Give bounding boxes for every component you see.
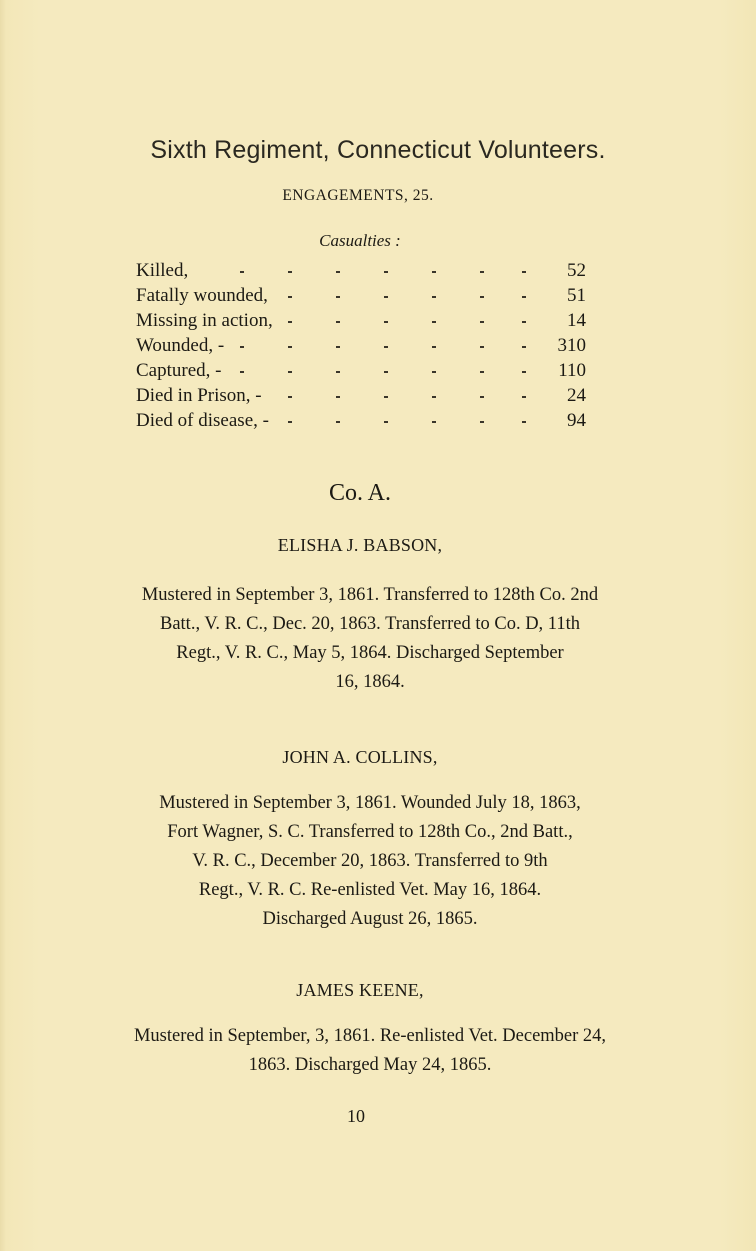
leader-dot bbox=[336, 421, 340, 423]
leader-dot bbox=[288, 321, 292, 323]
leader-dot bbox=[432, 371, 436, 373]
leader-dot bbox=[522, 321, 526, 323]
company-heading: Co. A. bbox=[328, 480, 391, 506]
casualty-row bbox=[136, 283, 586, 308]
leader-dot bbox=[288, 371, 292, 373]
casualties-table bbox=[136, 258, 586, 433]
dot-leader bbox=[136, 258, 586, 283]
leader-dot bbox=[336, 396, 340, 398]
leader-dot bbox=[384, 346, 388, 348]
record-line: Regt., V. R. C., May 5, 1864. Discharged September bbox=[176, 643, 564, 663]
record-line: 16, 1864. bbox=[335, 672, 405, 692]
soldier-record bbox=[60, 1022, 680, 1080]
leader-dot bbox=[336, 346, 340, 348]
casualty-value: 110 bbox=[558, 360, 586, 381]
leader-dot bbox=[288, 346, 292, 348]
leader-dot bbox=[432, 396, 436, 398]
record-line: Mustered in September, 3, 1861. Re-enlisted Vet. December 24, bbox=[133, 1026, 607, 1046]
leader-dot bbox=[432, 421, 436, 423]
soldier-name: JAMES KEENE, bbox=[296, 980, 424, 1000]
leader-dot bbox=[480, 421, 484, 423]
leader-dot bbox=[336, 371, 340, 373]
dot-leader bbox=[136, 383, 586, 408]
dot-leader bbox=[136, 308, 586, 333]
casualties-heading: Casualties : bbox=[319, 231, 401, 250]
leader-dot bbox=[432, 271, 436, 273]
casualty-label: Died of disease, - bbox=[136, 410, 269, 431]
leader-dot bbox=[522, 421, 526, 423]
leader-dot bbox=[522, 371, 526, 373]
leader-dot bbox=[384, 396, 388, 398]
page-title: Sixth Regiment, Connecticut Volunteers. bbox=[150, 136, 606, 164]
leader-dot bbox=[480, 321, 484, 323]
leader-dot bbox=[480, 371, 484, 373]
casualty-value: 24 bbox=[567, 385, 586, 406]
leader-dot bbox=[240, 271, 244, 273]
record-line: Mustered in September 3, 1861. Transferred to 128th Co. 2nd bbox=[141, 585, 599, 605]
leader-dot bbox=[288, 296, 292, 298]
soldier-name: ELISHA J. BABSON, bbox=[277, 535, 443, 555]
leader-dot bbox=[336, 296, 340, 298]
leader-dot bbox=[432, 346, 436, 348]
leader-dot bbox=[288, 421, 292, 423]
leader-dot bbox=[480, 346, 484, 348]
leader-dot bbox=[432, 296, 436, 298]
dot-leader bbox=[136, 333, 586, 358]
record-line: Batt., V. R. C., Dec. 20, 1863. Transferred to Co. D, 11th bbox=[159, 614, 581, 634]
dot-leader bbox=[136, 283, 586, 308]
leader-dot bbox=[384, 296, 388, 298]
leader-dot bbox=[384, 271, 388, 273]
casualty-label: Missing in action, bbox=[136, 310, 273, 331]
soldier-record bbox=[60, 789, 680, 934]
casualty-row bbox=[136, 308, 586, 333]
casualty-label: Killed, bbox=[136, 260, 189, 281]
leader-dot bbox=[240, 371, 244, 373]
leader-dot bbox=[240, 346, 244, 348]
casualty-label: Fatally wounded, bbox=[136, 285, 268, 306]
engagements-count: ENGAGEMENTS, 25. bbox=[282, 187, 434, 204]
casualty-value: 94 bbox=[567, 410, 586, 431]
leader-dot bbox=[384, 371, 388, 373]
casualty-row bbox=[136, 383, 586, 408]
leader-dot bbox=[480, 271, 484, 273]
leader-dot bbox=[336, 321, 340, 323]
record-line: V. R. C., December 20, 1863. Transferred to 9th bbox=[192, 851, 548, 871]
soldier-name: JOHN A. COLLINS, bbox=[282, 747, 438, 767]
casualty-label: Captured, - bbox=[136, 360, 222, 381]
record-line: Regt., V. R. C. Re-enlisted Vet. May 16, 1864. bbox=[198, 880, 542, 900]
leader-dot bbox=[336, 271, 340, 273]
record-line: Mustered in September 3, 1861. Wounded July 18, 1863, bbox=[159, 793, 581, 813]
leader-dot bbox=[480, 296, 484, 298]
soldier-record bbox=[60, 581, 680, 697]
casualty-row bbox=[136, 258, 586, 283]
casualty-row bbox=[136, 333, 586, 358]
leader-dot bbox=[384, 421, 388, 423]
record-line: 1863. Discharged May 24, 1865. bbox=[248, 1055, 492, 1075]
leader-dot bbox=[480, 396, 484, 398]
casualty-label: Died in Prison, - bbox=[136, 385, 262, 406]
casualty-value: 14 bbox=[567, 310, 586, 331]
leader-dot bbox=[384, 321, 388, 323]
casualty-row bbox=[136, 358, 586, 383]
dot-leader bbox=[136, 358, 586, 383]
record-line: Fort Wagner, S. C. Transferred to 128th Co., 2nd Batt., bbox=[167, 822, 573, 842]
leader-dot bbox=[288, 271, 292, 273]
record-line: Discharged August 26, 1865. bbox=[262, 909, 478, 929]
leader-dot bbox=[522, 346, 526, 348]
casualty-value: 310 bbox=[557, 335, 586, 356]
casualty-value: 51 bbox=[567, 285, 586, 306]
casualty-row bbox=[136, 408, 586, 433]
page-number: 10 bbox=[347, 1106, 365, 1126]
casualty-value: 52 bbox=[567, 260, 586, 281]
leader-dot bbox=[432, 321, 436, 323]
leader-dot bbox=[522, 396, 526, 398]
dot-leader bbox=[136, 408, 586, 433]
leader-dot bbox=[288, 396, 292, 398]
leader-dot bbox=[522, 296, 526, 298]
leader-dot bbox=[522, 271, 526, 273]
casualty-label: Wounded, - bbox=[136, 335, 225, 356]
